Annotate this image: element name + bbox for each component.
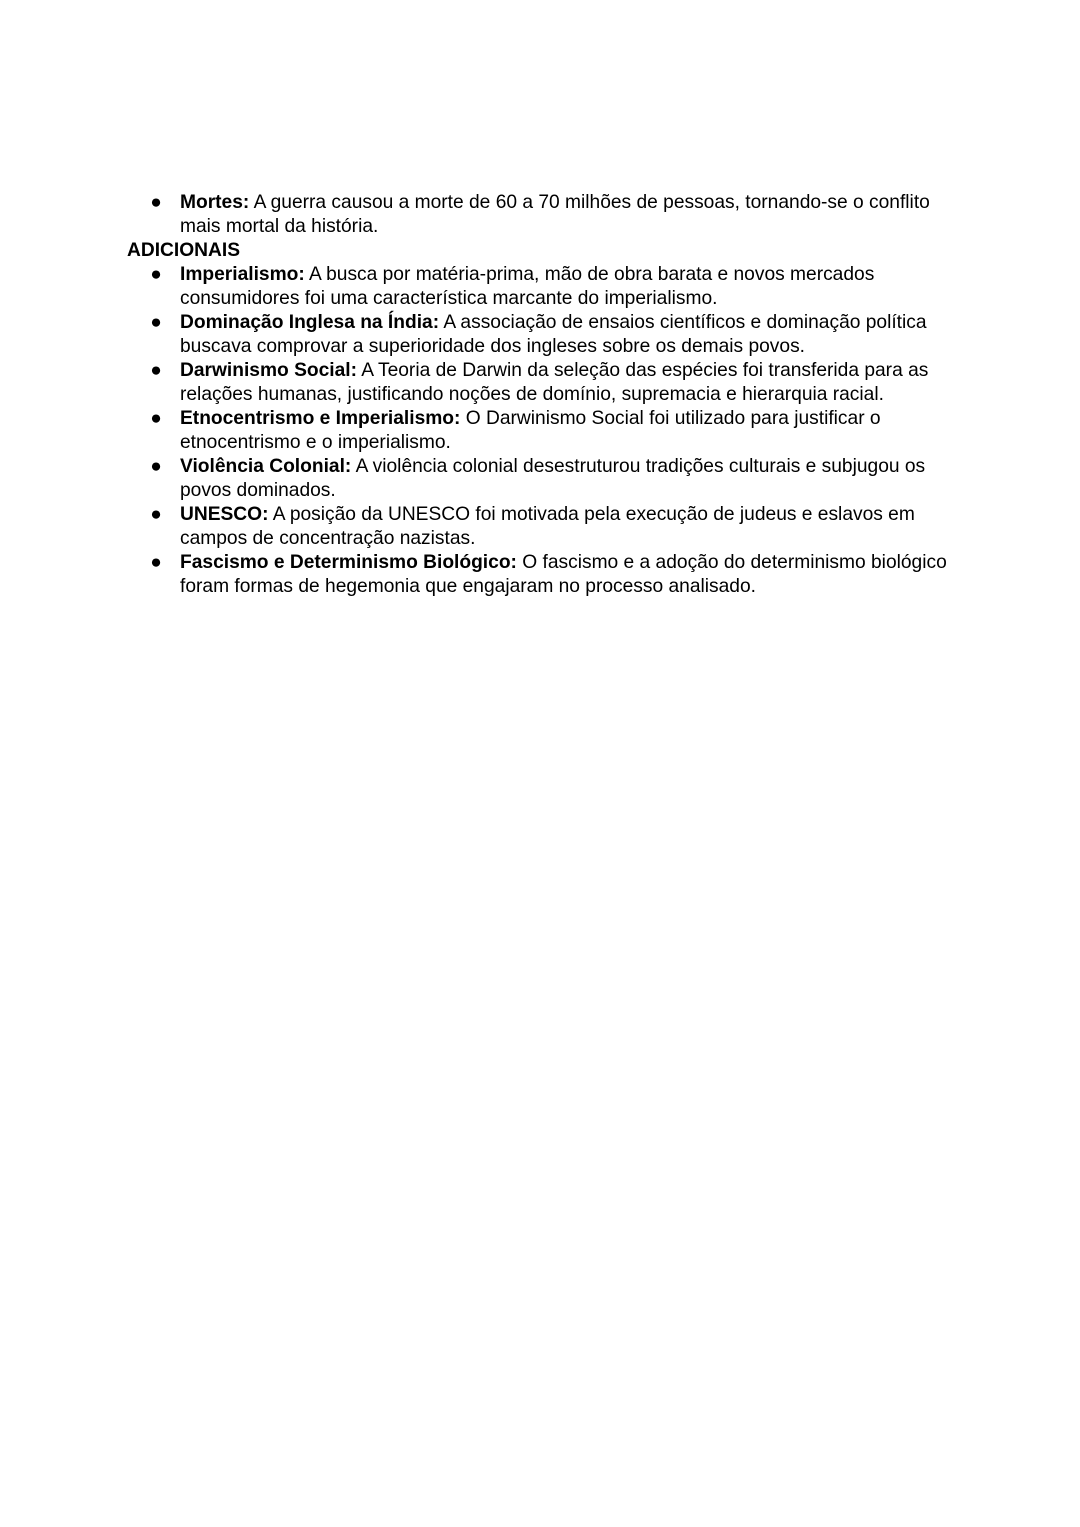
bullet-icon: ●	[150, 408, 162, 429]
bullet-icon: ●	[150, 504, 162, 525]
additional-bullet-list	[127, 263, 957, 599]
item-term: Dominação Inglesa na Índia:	[180, 312, 440, 333]
list-item	[127, 263, 957, 311]
item-text: A violência colonial desestruturou tradições culturais e subjugou os povos dominados.	[180, 456, 926, 501]
bullet-icon: ●	[150, 456, 162, 477]
bullet-icon: ●	[150, 192, 162, 213]
bullet-icon: ●	[150, 264, 162, 285]
bullet-icon: ●	[150, 360, 162, 381]
item-term: Imperialismo:	[180, 264, 305, 285]
item-term: Darwinismo Social:	[180, 360, 357, 381]
item-term: UNESCO:	[180, 504, 269, 525]
item-term: Etnocentrismo e Imperialismo:	[180, 408, 461, 429]
list-item	[127, 191, 957, 239]
item-text: A posição da UNESCO foi motivada pela execução de judeus e eslavos em campos de concentração nazistas.	[180, 504, 915, 549]
document-content	[127, 191, 957, 599]
item-term: Fascismo e Determinismo Biológico:	[180, 552, 517, 573]
item-text: O Darwinismo Social foi utilizado para justificar o etnocentrismo e o imperialismo.	[180, 408, 881, 453]
item-text: A busca por matéria-prima, mão de obra barata e novos mercados consumidores foi uma característica marcante do imperialismo.	[180, 264, 875, 309]
item-text: A Teoria de Darwin da seleção das espécies foi transferida para as relações humanas, justificando noções de domínio, supremacia e hierarquia racial.	[180, 360, 929, 405]
bullet-icon: ●	[150, 312, 162, 333]
bullet-icon: ●	[150, 552, 162, 573]
list-item	[127, 407, 957, 455]
section-heading: ADICIONAIS	[127, 240, 240, 261]
item-text: O fascismo e a adoção do determinismo biológico foram formas de hegemonia que engajaram no processo analisado.	[180, 552, 947, 597]
item-term: Violência Colonial:	[180, 456, 352, 477]
top-bullet-list	[127, 191, 957, 239]
list-item	[127, 311, 957, 359]
item-text: A associação de ensaios científicos e dominação política buscava comprovar a superioridade dos ingleses sobre os demais povos.	[180, 312, 927, 357]
list-item	[127, 551, 957, 599]
list-item	[127, 455, 957, 503]
list-item	[127, 359, 957, 407]
item-term: Mortes:	[180, 192, 250, 213]
item-text: A guerra causou a morte de 60 a 70 milhões de pessoas, tornando-se o conflito mais mortal da história.	[180, 192, 930, 237]
list-item	[127, 503, 957, 551]
